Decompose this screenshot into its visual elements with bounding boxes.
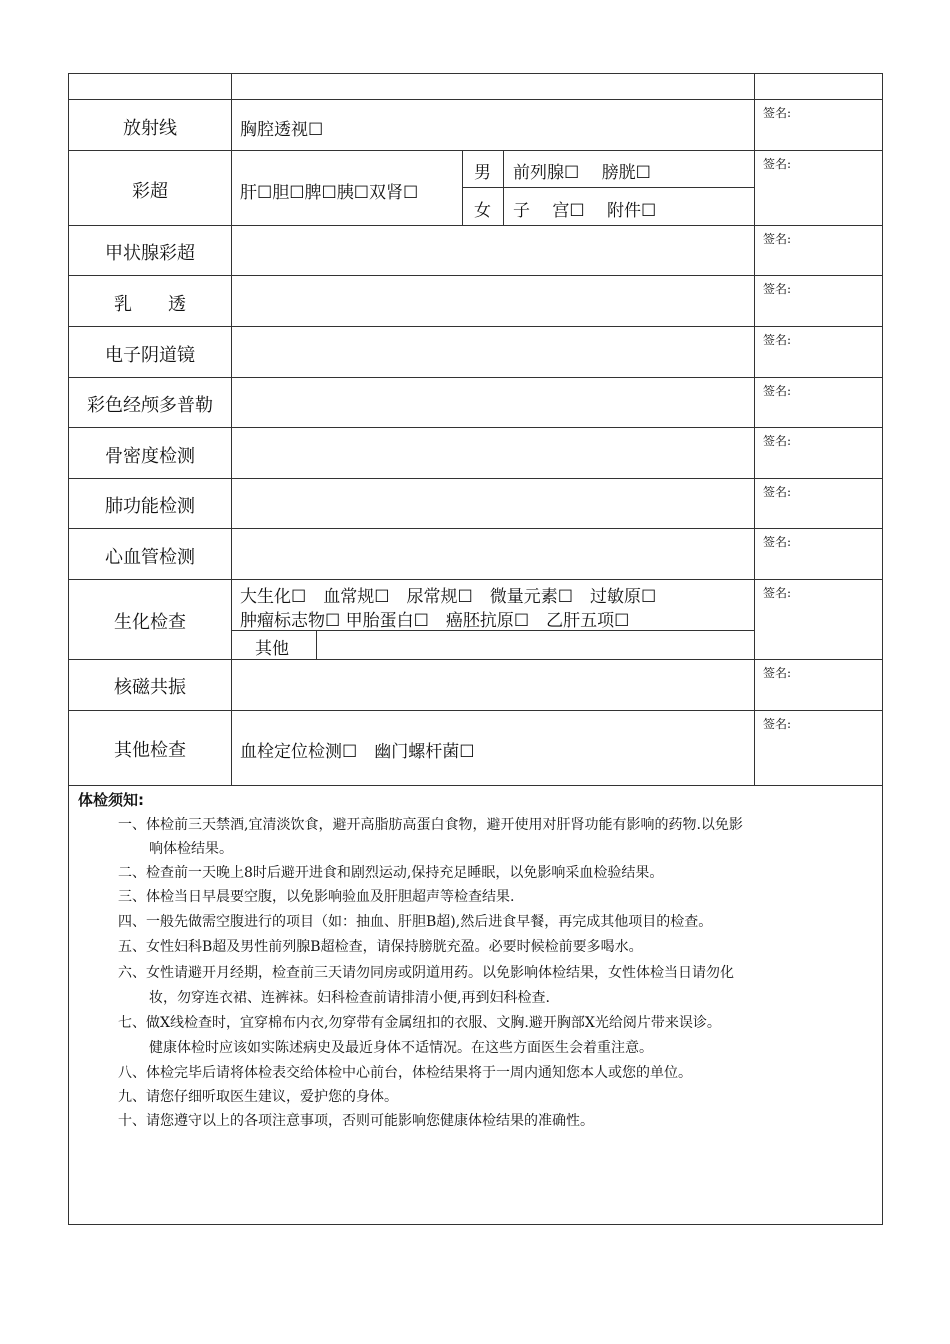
signature-label: 签名:: [763, 485, 792, 499]
signature-label: 签名:: [763, 333, 792, 347]
biochem-checkboxes-line2[interactable]: 肿瘤标志物☐ 甲胎蛋白☐ 癌胚抗原☐ 乙肝五项☐: [240, 611, 630, 631]
row-label-cardiovascular: 心血管检测: [105, 547, 195, 568]
row-label-biochem: 生化检查: [114, 612, 186, 633]
signature-label: 签名:: [763, 717, 792, 731]
male-items-checkboxes[interactable]: 前列腺☐ 膀胱☐: [513, 163, 651, 183]
row-divider: [68, 275, 883, 276]
notice-line: 九、请您仔细听取医生建议，爱护您的身体。: [118, 1089, 398, 1105]
signature-label: 签名:: [763, 586, 792, 600]
column-divider: [503, 150, 504, 225]
biochem-checkboxes-line1[interactable]: 大生化☐ 血常规☐ 尿常规☐ 微量元素☐ 过敏原☐: [240, 587, 657, 607]
row-label-tcd: 彩色经颅多普勒: [87, 395, 213, 416]
row-label-thyroid: 甲状腺彩超: [105, 243, 195, 264]
signature-label: 签名:: [763, 106, 792, 120]
notice-line: 六、女性请避开月经期，检查前三天请勿同房或阴道用药。以免影响体检结果，女性体检当日请勿化: [118, 965, 734, 981]
notice-line: 一、体检前三天禁酒,宜清淡饮食，避开高脂肪高蛋白食物，避开使用对肝肾功能有影响的药物.以免影: [118, 817, 743, 833]
signature-label: 签名:: [763, 535, 792, 549]
row-divider: [68, 710, 883, 711]
row-label-mri: 核磁共振: [114, 677, 186, 698]
row-label-other-exams: 其他检查: [114, 740, 186, 761]
row-divider: [68, 659, 883, 660]
column-divider: [231, 73, 232, 785]
other-exams-checkboxes[interactable]: 血栓定位检测☐ 幽门螺杆菌☐: [240, 742, 475, 762]
row-divider: [68, 150, 883, 151]
notice-line: 五、女性妇科B超及男性前列腺B超检查，请保持膀胱充盈。必要时候检前要多喝水。: [118, 939, 643, 955]
row-divider: [68, 427, 883, 428]
female-items-checkboxes[interactable]: 子 宫☐ 附件☐: [513, 201, 657, 221]
notice-line: 三、体检当日早晨要空腹，以免影响验血及肝胆超声等检查结果.: [118, 889, 515, 905]
row-label-breast: 乳 透: [114, 294, 186, 315]
cell-divider: [462, 187, 754, 188]
row-divider: [68, 785, 883, 786]
male-label: 男: [474, 163, 491, 183]
row-divider: [68, 99, 883, 100]
biochem-other-label: 其他: [255, 639, 289, 659]
ultrasound-organs-checkboxes[interactable]: 肝☐胆☐脾☐胰☐双肾☐: [240, 183, 419, 203]
notice-line: 响体检结果。: [149, 841, 233, 857]
row-divider: [68, 478, 883, 479]
row-divider: [68, 225, 883, 226]
row-label-lung-function: 肺功能检测: [105, 496, 195, 517]
row-divider: [68, 528, 883, 529]
row-label-colposcope: 电子阴道镜: [105, 345, 195, 366]
notice-line: 二、检查前一天晚上8时后避开进食和剧烈运动,保持充足睡眠，以免影响采血检验结果。: [118, 865, 664, 881]
row-label-radiology: 放射线: [123, 118, 177, 139]
row-divider: [68, 377, 883, 378]
chest-xray-checkbox[interactable]: 胸腔透视☐: [240, 120, 324, 140]
notice-title: 体检须知:: [78, 791, 144, 809]
signature-label: 签名:: [763, 282, 792, 296]
row-label-ultrasound: 彩超: [132, 181, 168, 202]
row-divider: [68, 326, 883, 327]
notice-line: 四、一般先做需空腹进行的项目（如：抽血、肝胆B超),然后进食早餐，再完成其他项目的检查。: [118, 914, 713, 930]
signature-label: 签名:: [763, 384, 792, 398]
row-divider: [68, 579, 883, 580]
signature-label: 签名:: [763, 434, 792, 448]
column-divider: [754, 73, 755, 785]
signature-label: 签名:: [763, 157, 792, 171]
female-label: 女: [474, 201, 491, 221]
notice-line: 妆，勿穿连衣裙、连裤袜。妇科检查前请排清小便,再到妇科检查.: [149, 990, 550, 1006]
biochem-other-field[interactable]: [317, 631, 753, 658]
notice-line: 十、请您遵守以上的各项注意事项，否则可能影响您健康体检结果的准确性。: [118, 1113, 594, 1129]
notice-line: 七、做X线检查时，宜穿棉布内衣,勿穿带有金属纽扣的衣服、文胸.避开胸部X光给阅片带来误诊。: [118, 1015, 721, 1031]
column-divider: [462, 150, 463, 225]
notice-line: 八、体检完毕后请将体检表交给体检中心前台，体检结果将于一周内通知您本人或您的单位。: [118, 1065, 692, 1081]
notice-line: 健康体检时应该如实陈述病史及最近身体不适情况。在这些方面医生会着重注意。: [149, 1040, 653, 1056]
signature-label: 签名:: [763, 232, 792, 246]
signature-label: 签名:: [763, 666, 792, 680]
row-label-bone-density: 骨密度检测: [105, 446, 195, 467]
